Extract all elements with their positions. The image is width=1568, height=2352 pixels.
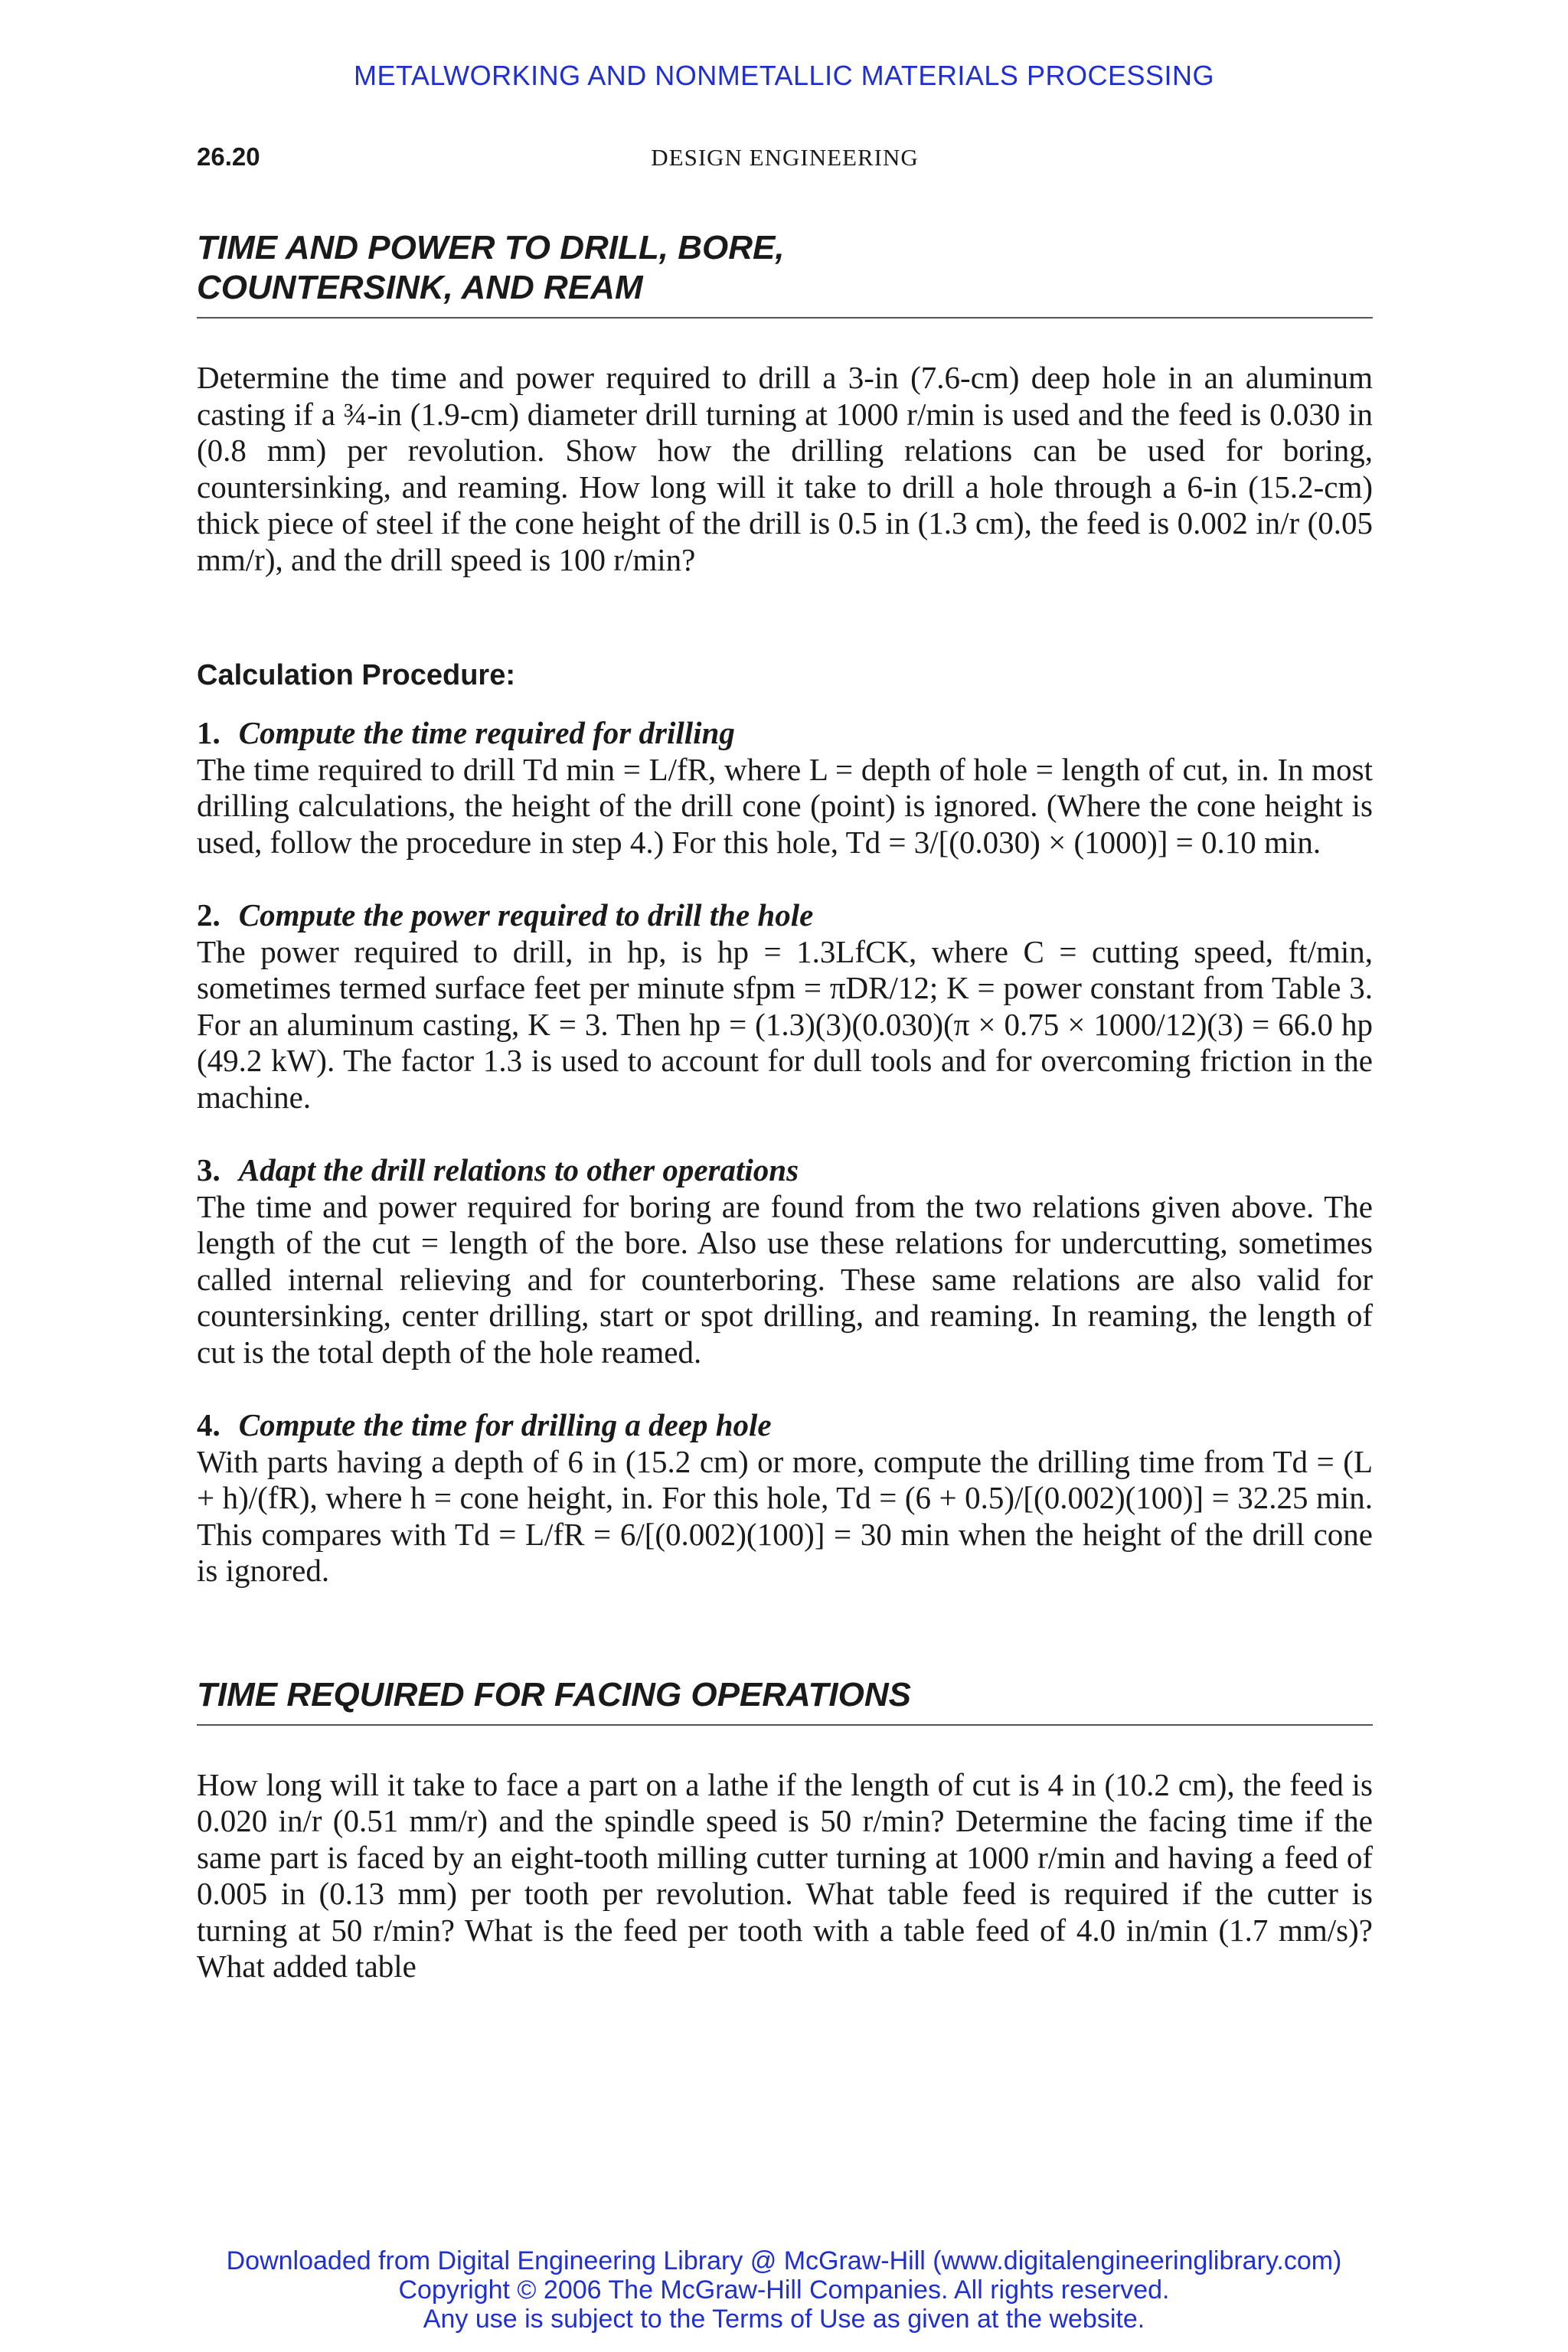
step-heading (197, 715, 1373, 752)
calculation-procedure-heading: Calculation Procedure: (197, 659, 515, 691)
step-text: The time and power required for boring are found from the two relations given above. The length of the cut = length of the bore. Also use these relations for undercutting, sometimes called internal relieving and for counterboring. These same relations are also valid for countersinking, center drilling, start or spot drilling, and reaming. In reaming, the length of cut is the total depth of the hole reamed. (197, 1188, 1373, 1370)
step-number: 4. (197, 1407, 220, 1442)
step-number: 1. (197, 715, 220, 750)
step-text: The power required to drill, in hp, is hp = 1.3LfCK, where C = cutting speed, ft/min, sometimes termed surface feet per minute sfpm = πDR/12; K = power constant from Table 3. For an aluminum casting, K = 3. Then hp = (1.3)(3)(0.030)(π × 0.75 × 1000/12)(3) = 66.0 hp (49.2 kW). The factor 1.3 is used to account for dull tools and for overcoming friction in the machine. (197, 933, 1373, 1115)
step-title: Compute the time required for drilling (238, 715, 735, 750)
step-2 (197, 897, 1373, 1116)
page-content (197, 228, 1373, 1985)
step-number: 2. (197, 897, 220, 933)
section-title-drill (197, 228, 1373, 318)
step-title: Compute the power required to drill the hole (238, 897, 814, 933)
footer-line-2: Copyright © 2006 The McGraw-Hill Companies. All rights reserved. (398, 2275, 1170, 2305)
footer-line-1: Downloaded from Digital Engineering Library @ McGraw-Hill (www.digitalengineeringlibrary.com) (226, 2246, 1342, 2275)
running-head (197, 142, 1373, 176)
facing-problem-statement: How long will it take to face a part on a lathe if the length of cut is 4 in (10.2 cm), the feed is 0.020 in/r (0.51 mm/r) and the spindle speed is 50 r/min? Determine the facing time if the same part is faced by an eight-tooth milling cutter turning at 1000 r/min and having a feed of 0.005 in (0.13 mm) per tooth per revolution. What table feed is required if the cutter is turning at 50 r/min? What is the feed per tooth with a table feed of 4.0 in/min (1.7 mm/s)? What added table (197, 1766, 1373, 1984)
step-title: Adapt the drill relations to other operations (238, 1152, 799, 1187)
footer-line-3: Any use is subject to the Terms of Use as given at the website. (423, 2305, 1145, 2334)
problem-statement: Determine the time and power required to drill a 3-in (7.6-cm) deep hole in an aluminum casting if a ¾-in (1.9-cm) diameter drill turning at 1000 r/min is used and the feed is 0.030 in (0.8 mm) per revolution. Show how the drilling relations can be used for boring, countersinking, and reaming. How long will it take to drill a hole through a 6-in (15.2-cm) thick piece of steel if the cone height of the drill is 0.5 in (1.3 cm), the feed is 0.002 in/r (0.05 mm/r), and the drill speed is 100 r/min? (197, 360, 1373, 577)
step-heading (197, 1152, 1373, 1189)
section-title-facing: TIME REQUIRED FOR FACING OPERATIONS (197, 1675, 1373, 1726)
step-1 (197, 715, 1373, 861)
step-heading (197, 897, 1373, 934)
step-4 (197, 1407, 1373, 1589)
section-title-line-1: TIME AND POWER TO DRILL, BORE, (197, 229, 785, 266)
section-title-line-2: COUNTERSINK, AND REAM (197, 269, 643, 306)
step-heading (197, 1407, 1373, 1444)
page-number: 26.20 (197, 142, 260, 171)
step-3 (197, 1152, 1373, 1370)
source-banner: METALWORKING AND NONMETALLIC MATERIALS PROCESSING (354, 60, 1214, 91)
running-title: DESIGN ENGINEERING (651, 144, 919, 171)
step-number: 3. (197, 1152, 220, 1187)
download-footer (0, 2246, 1568, 2334)
step-text: The time required to drill Td min = L/fR, where L = depth of hole = length of cut, in. In most drilling calculations, the height of the drill cone (point) is ignored. (Where the cone height is used, follow the procedure in step 4.) For this hole, Td = 3/[(0.030) × (1000)] = 0.10 min. (197, 751, 1373, 860)
step-title: Compute the time for drilling a deep hole (238, 1407, 772, 1442)
step-text: With parts having a depth of 6 in (15.2 cm) or more, compute the drilling time from Td = (L + h)/(fR), where h = cone height, in. For this hole, Td = (6 + 0.5)/[(0.002)(100)] = 32.25 min. This compares with Td = L/fR = 6/[(0.002)(100)] = 30 min when the height of the drill cone is ignored. (197, 1443, 1373, 1588)
